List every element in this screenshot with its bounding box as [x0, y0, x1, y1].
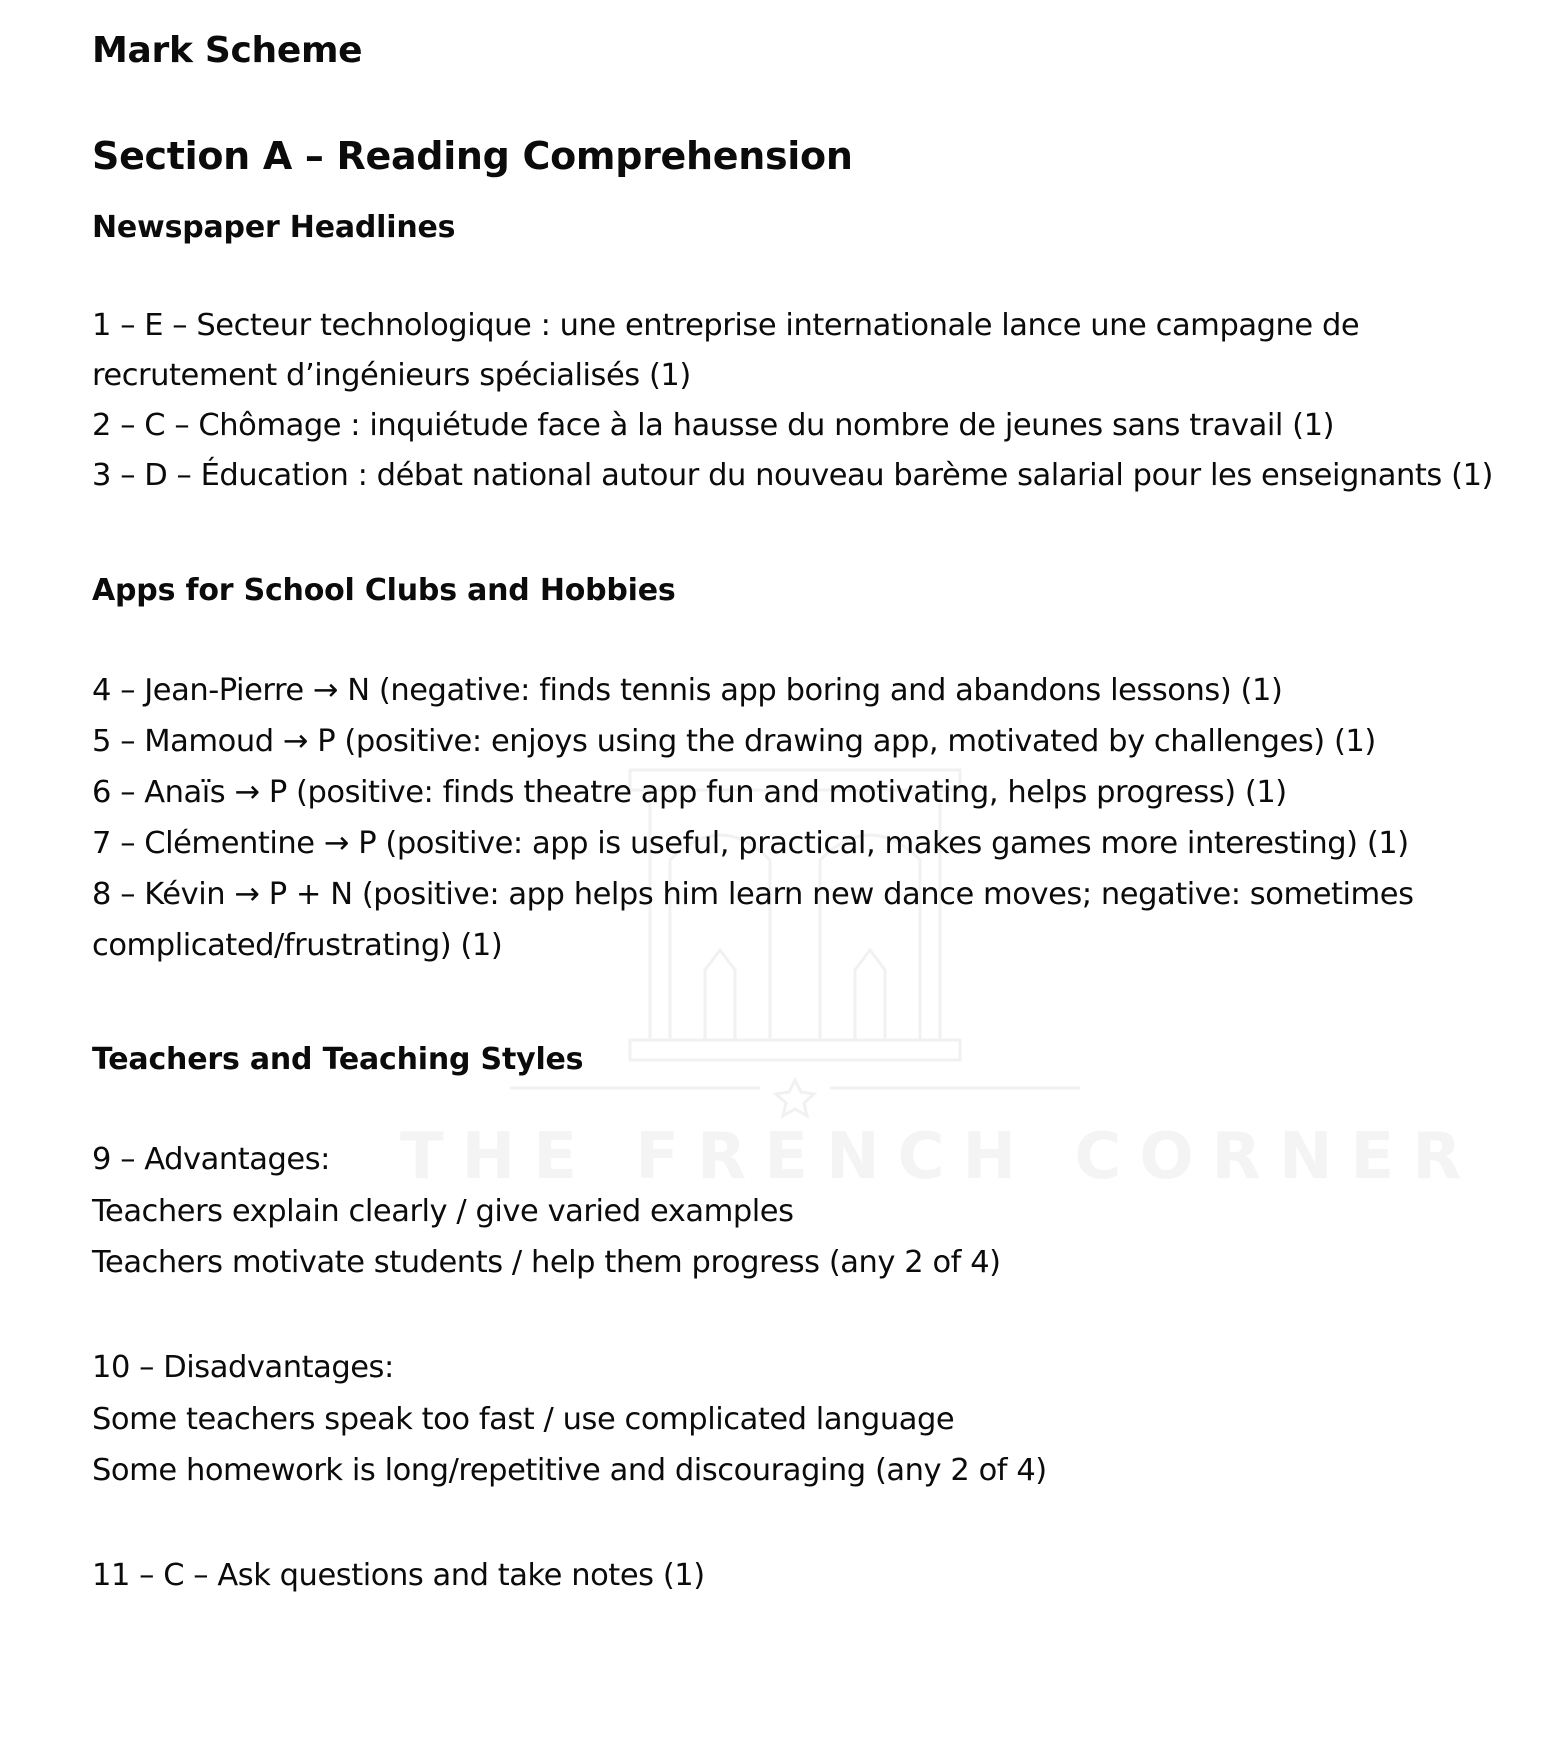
answer-line: Some teachers speak too fast / use complicated language	[92, 1402, 955, 1437]
newspaper-headlines-heading: Newspaper Headlines	[92, 210, 456, 245]
answer-line: 9 – Advantages:	[92, 1142, 330, 1177]
answer-line: Some homework is long/repetitive and discouraging (any 2 of 4)	[92, 1453, 1047, 1488]
apps-heading: Apps for School Clubs and Hobbies	[92, 573, 676, 608]
answer-line: 2 – C – Chômage : inquiétude face à la hausse du nombre de jeunes sans travail (1)	[92, 408, 1335, 443]
answer-line: Teachers motivate students / help them progress (any 2 of 4)	[92, 1245, 1001, 1280]
answer-line: recrutement d’ingénieurs spécialisés (1)	[92, 358, 691, 393]
answer-line: 1 – E – Secteur technologique : une entreprise internationale lance une campagne de	[92, 308, 1360, 343]
page-title: Mark Scheme	[92, 30, 363, 71]
answer-line: 6 – Anaïs → P (positive: finds theatre app fun and motivating, helps progress) (1)	[92, 775, 1287, 810]
answer-line: Teachers explain clearly / give varied examples	[92, 1194, 794, 1229]
answer-line: 11 – C – Ask questions and take notes (1)	[92, 1558, 705, 1593]
answer-line: 5 – Mamoud → P (positive: enjoys using the drawing app, motivated by challenges) (1)	[92, 724, 1376, 759]
answer-line: 7 – Clémentine → P (positive: app is useful, practical, makes games more interesting) (1)	[92, 826, 1409, 861]
answer-line: 4 – Jean-Pierre → N (negative: finds tennis app boring and abandons lessons) (1)	[92, 673, 1283, 708]
answer-line: 10 – Disadvantages:	[92, 1350, 394, 1385]
answer-line: 3 – D – Éducation : débat national autour du nouveau barème salarial pour les enseignants (1)	[92, 458, 1493, 493]
watermark-text: THE FRENCH CORNER	[400, 1120, 1480, 1194]
answer-line: 8 – Kévin → P + N (positive: app helps him learn new dance moves; negative: sometimes	[92, 877, 1414, 912]
answer-line: complicated/frustrating) (1)	[92, 928, 503, 963]
teachers-heading: Teachers and Teaching Styles	[92, 1042, 584, 1077]
section-title: Section A – Reading Comprehension	[92, 134, 853, 178]
